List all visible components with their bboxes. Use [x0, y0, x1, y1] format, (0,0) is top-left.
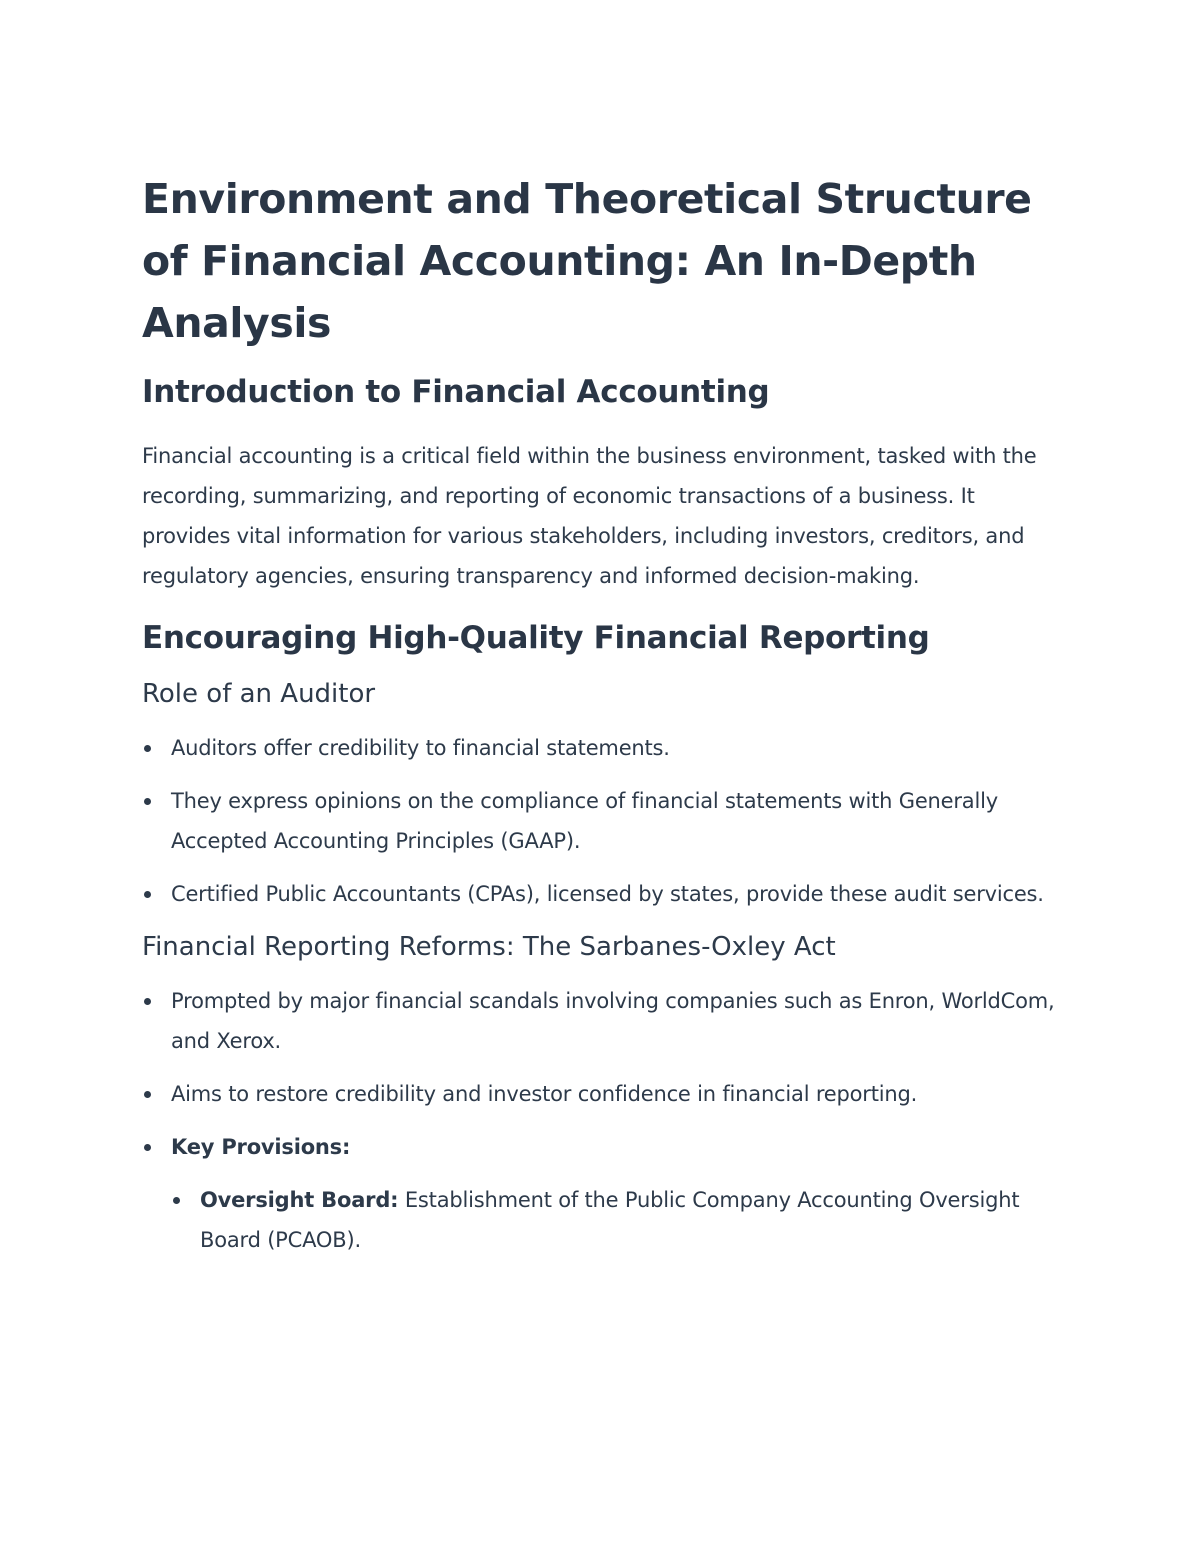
key-provisions-label: Key Provisions: [171, 1135, 351, 1159]
section-heading-intro: Introduction to Financial Accounting [142, 374, 770, 410]
document-page [142, 168, 1067, 1273]
provision-item [171, 1180, 1067, 1260]
list-item: Aims to restore credibility and investor confidence in financial reporting. [142, 1074, 1067, 1114]
subheading-auditor: Role of an Auditor [142, 679, 376, 709]
list-item: Auditors offer credibility to financial statements. [142, 728, 1067, 768]
provision-label: Oversight Board: [200, 1188, 399, 1212]
list-item: They express opinions on the compliance of financial statements with Generally Accepted Accounting Principles (GAAP). [142, 781, 1067, 861]
sox-list [142, 981, 1067, 1260]
document-title: Environment and Theoretical Structure of Financial Accounting: An In-Depth Analysis [142, 175, 1032, 347]
intro-paragraph: Financial accounting is a critical field within the business environment, tasked with the recording, summarizing, and reporting of economic transactions of a business. It provides vital information for various stakeholders, including investors, creditors, and regulatory agencies, ensuring transparency and informed decision-making. [142, 444, 1037, 588]
provisions-list [171, 1180, 1067, 1260]
list-item-key-provisions [142, 1127, 1067, 1260]
auditor-list [142, 728, 1067, 914]
list-item: Prompted by major financial scandals involving companies such as Enron, WorldCom, and Xerox. [142, 981, 1067, 1061]
provision-text: Establishment of the Public Company Accounting Oversight Board (PCAOB). [200, 1188, 1020, 1252]
subheading-sox: Financial Reporting Reforms: The Sarbanes-Oxley Act [142, 932, 836, 962]
list-item: Certified Public Accountants (CPAs), licensed by states, provide these audit services. [142, 874, 1067, 914]
section-heading-reporting: Encouraging High-Quality Financial Reporting [142, 620, 930, 656]
